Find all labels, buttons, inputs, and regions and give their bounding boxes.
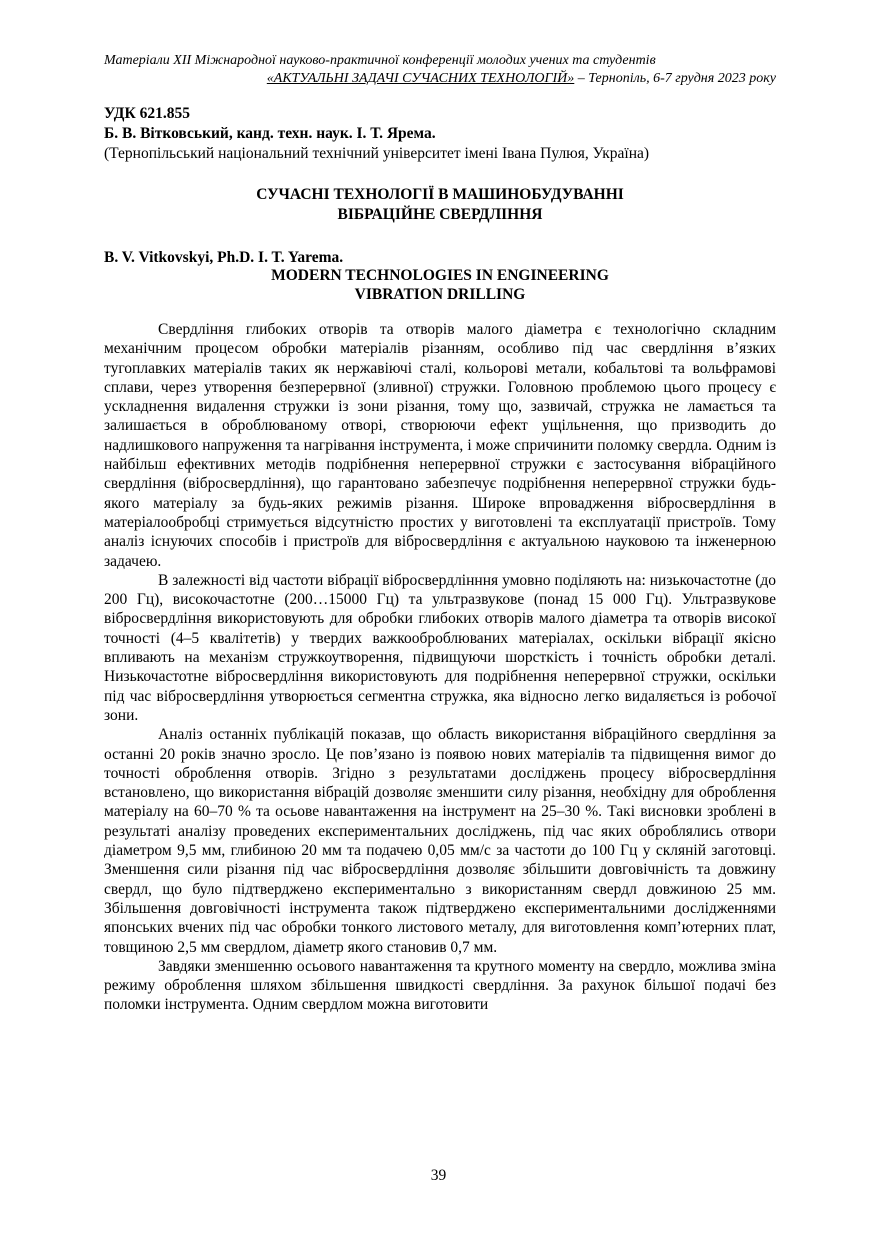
title-ukrainian-line-2: ВІБРАЦІЙНЕ СВЕРДЛІННЯ xyxy=(337,206,543,223)
paragraph: В залежності від частоти вібрації вібросвердлінння умовно поділяють на: низькочастотне (до 200 Гц), високочастотне (200…15000 Гц) та ультразвукове (понад 15 000 Гц). Ультразвукове вібросвердління використовують для обробки глибоких отворів малого діаметра та отворів високої точності (4–5 квалітетів) у твердих важкооброблюваних матеріалах, оскільки вібрації якісно впливають на механізм стружкоутворення, підвищуючи шорсткість і точність обробки деталі. Низькочастотне вібросвердління використовують для подрібнення неперервної стружки, оскільки під час вібросвердління утворюється сегментна стружка, яка відносно легко видаляється із робочої зони. xyxy=(104,571,776,724)
conference-name: «АКТУАЛЬНІ ЗАДАЧІ СУЧАСНИХ ТЕХНОЛОГІЙ» xyxy=(266,71,575,86)
article-body xyxy=(104,320,776,1015)
article-meta xyxy=(104,104,776,164)
paragraph: Свердління глибоких отворів та отворів малого діаметра є технологічно складним механічним процесом обробки матеріалів різанням, особливо під час свердління в’язких тугоплавких матеріалів таких як нержавіючі сталі, кольорові метали, кобальтові та вольфрамові сплави, через утворення безперервної (зливної) стружки. Головною проблемою цього процесу є ускладнення видалення стружки із зони різання, тому що, зазвичай, стружка не ламається та залишається в оброблюваному отворі, створюючи ефект ущільнення, що призводить до надлишкового напруження та нагрівання інструмента, і може спричинити поломку свердла. Одним із найбільш ефективних методів подрібнення неперервної стружки є застосування вібраційного свердління (вібросвердління), що гарантовано забезпечує подрібнення неперервної стружки будь-якого матеріалу за будь-яких режимів різання. Широке впровадження вібросвердління в матеріалообробці стримується відсутністю простих у виготовлені та експлуатації пристроїв. Тому аналіз існуючих способів і пристроїв для вібросвердління є актуальною науковою та інженерною задачею. xyxy=(104,321,776,570)
page-number: 39 xyxy=(430,1167,447,1184)
title-ukrainian-line-1: СУЧАСНІ ТЕХНОЛОГІЇ В МАШИНОБУДУВАННІ xyxy=(256,186,624,203)
paragraph: Завдяки зменшенню осьового навантаження та крутного моменту на свердло, можлива зміна режиму оброблення шляхом збільшення швидкості свердління. За рахунок більшої подачі без поломки інструмента. Одним свердлом можна виготовити xyxy=(104,957,776,1014)
header-line-2 xyxy=(104,70,776,88)
header-line-1: Матеріали XII Міжнародної науково-практичної конференції молодих учених та студентів xyxy=(104,53,656,68)
title-english-line-1: MODERN TECHNOLOGIES IN ENGINEERING xyxy=(271,267,609,284)
paragraph: Аналіз останніх публікацій показав, що область використання вібраційного свердління за останні 20 років значно зросло. Це пов’язано із появою нових матеріалів та підвищення вимог до точності оброблення отворів. Згідно з результатами досліджень процесу вібросвердління встановлено, що використання вібрацій дозволяє зменшити силу різання, необхідну для оброблення матеріалу на 60–70 % та осьове навантаження на інструмент на 25–30 %. Такі висновки зроблені в результаті аналізу проведених експериментальних досліджень, під час яких оброблялись отвори діаметром 9,5 мм, глибиною 20 мм та подачею 0,05 мм/с за частоти до 100 Гц у скляній заготовці. Зменшення сили різання під час вібросвердління дозволяє збільшити довговічність та довжину свердл, що було підтверджено експериментально з використанням свердл довжиною 25 мм. Збільшення довговічності інструмента також підтверджено експериментальними дослідженнями японських вчених під час обробки тонкого листового металу, для виготовлення комп’ютерних плат, товщиною 2,5 мм свердлом, діаметр якого становив 0,7 мм. xyxy=(104,726,776,956)
title-ukrainian xyxy=(104,185,776,225)
udc-code: УДК 621.855 xyxy=(104,105,190,122)
authors-ukrainian: Б. В. Вітковський, канд. техн. наук. І. Т. Ярема. xyxy=(104,125,436,142)
authors-english: B. V. Vitkovskyi, Ph.D. I. T. Yarema. xyxy=(104,249,344,266)
running-header xyxy=(104,52,776,88)
title-english-line-2: VIBRATION DRILLING xyxy=(354,286,526,303)
conference-place-date: – Тернопіль, 6-7 грудня 2023 року xyxy=(574,71,776,86)
affiliation: (Тернопільський національний технічний університет імені Івана Пулюя, Україна) xyxy=(104,145,650,162)
title-english xyxy=(104,266,776,304)
